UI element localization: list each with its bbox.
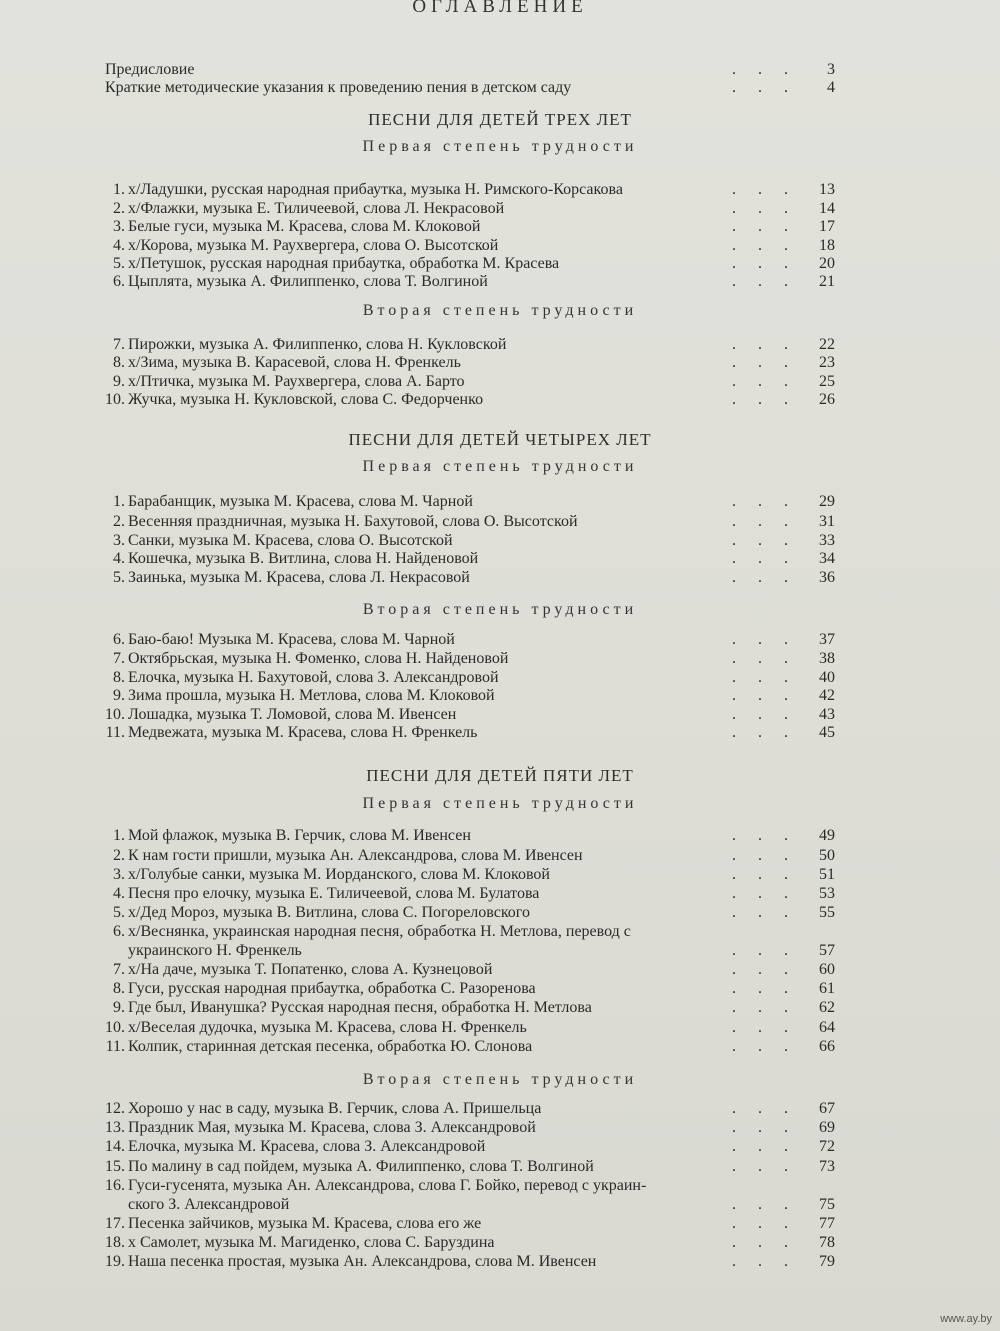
entry-title: Песня про елочку, музыка Е. Тиличеевой, слова М. Булатова: [128, 885, 540, 902]
entry-number: 4.: [113, 237, 125, 254]
entry-number: 8.: [113, 354, 125, 371]
entry-number: 2.: [113, 847, 125, 864]
leader-dots: . . .: [732, 999, 797, 1016]
page-number: 79: [819, 1253, 835, 1270]
watermark: www.ay.by: [940, 1313, 992, 1325]
difficulty-subtitle: Вторая степень трудности: [362, 302, 638, 319]
entry-title: х/Веснянка, украинская народная песня, обработка Н. Метлова, перевод с: [128, 923, 631, 940]
toc-entry: [105, 1176, 835, 1196]
toc-entry: [105, 1195, 835, 1215]
entry-title: К нам гости пришли, музыка Ан. Александрова, слова М. Ивенсен: [128, 847, 583, 864]
leader-dots: . . .: [732, 706, 797, 723]
toc-entry: [105, 217, 835, 237]
entry-title: х/Дед Мороз, музыка В. Витлина, слова С. Погореловского: [128, 904, 530, 921]
page-number: 62: [819, 999, 835, 1016]
entry-title: украинского Н. Френкель: [128, 942, 302, 959]
entry-number: 17.: [105, 1215, 125, 1232]
entry-title: Елочка, музыка Н. Бахутовой, слова З. Александровой: [128, 669, 499, 686]
leader-dots: . . .: [732, 961, 797, 978]
page-number: 22: [819, 336, 835, 353]
entry-title: х/Веселая дудочка, музыка М. Красева, слова Н. Френкель: [128, 1019, 527, 1036]
difficulty-subtitle: Вторая степень трудности: [362, 601, 638, 618]
entry-number: 5.: [113, 569, 125, 586]
page-number: 69: [819, 1119, 835, 1136]
leader-dots: . . .: [732, 391, 797, 408]
entry-title: Лошадка, музыка Т. Ломовой, слова М. Ивенсен: [128, 706, 457, 723]
leader-dots: . . .: [732, 1119, 797, 1136]
toc-entry: [105, 254, 835, 274]
entry-number: 7.: [113, 961, 125, 978]
entry-title: Жучка, музыка Н. Кукловской, слова С. Федорченко: [128, 391, 484, 408]
leader-dots: . . .: [732, 866, 797, 883]
page-number: 72: [819, 1138, 835, 1155]
entry-number: 5.: [113, 255, 125, 272]
leader-dots: . . .: [732, 669, 797, 686]
entry-title: Санки, музыка М. Красева, слова О. Высотской: [128, 532, 453, 549]
entry-number: 10.: [105, 706, 125, 723]
entry-number: 15.: [105, 1158, 125, 1175]
leader-dots: . . .: [732, 1019, 797, 1036]
page-number: 21: [819, 273, 835, 290]
page-number: 42: [819, 687, 835, 704]
entry-title: х/Корова, музыка М. Раухвергера, слова О. Высотской: [128, 237, 499, 254]
leader-dots: . . .: [732, 631, 797, 648]
toc-entry: [105, 865, 835, 885]
entry-title: Где был, Иванушка? Русская народная песня, обработка Н. Метлова: [128, 999, 592, 1016]
page-number: 33: [819, 532, 835, 549]
toc-entry: [105, 1252, 835, 1272]
entry-title: Мой флажок, музыка В. Герчик, слова М. Ивенсен: [128, 827, 471, 844]
toc-entry: [105, 1157, 835, 1177]
page-number: 45: [819, 724, 835, 741]
entry-title: Гуси-гусенята, музыка Ан. Александрова, слова Г. Бойко, перевод с украин-: [128, 1177, 647, 1194]
toc-entry: [105, 272, 835, 292]
entry-number: 7.: [113, 650, 125, 667]
entry-title: Баю-баю! Музыка М. Красева, слова М. Чарной: [128, 631, 455, 648]
entry-title: Праздник Мая, музыка М. Красева, слова З. Александровой: [128, 1119, 536, 1136]
toc-entry: [105, 979, 835, 999]
leader-dots: . . .: [732, 1100, 797, 1117]
leader-dots: . . .: [732, 569, 797, 586]
toc-entry: [105, 512, 835, 532]
entry-title: х/Зима, музыка В. Карасевой, слова Н. Френкель: [128, 354, 461, 371]
toc-entry: [105, 1118, 835, 1138]
leader-dots: . . .: [732, 354, 797, 371]
section-title: ПЕСНИ ДЛЯ ДЕТЕЙ ТРЕХ ЛЕТ: [368, 110, 632, 129]
entry-number: 9.: [113, 373, 125, 390]
entry-number: 1.: [113, 827, 125, 844]
page-number: 75: [819, 1196, 835, 1213]
leader-dots: . . .: [732, 650, 797, 667]
entry-number: 16.: [105, 1177, 125, 1194]
entry-title: Хорошо у нас в саду, музыка В. Герчик, слова А. Пришельца: [128, 1100, 542, 1117]
leader-dots: . . .: [732, 1158, 797, 1175]
page-number: 38: [819, 650, 835, 667]
entry-title: Весенняя праздничная, музыка Н. Бахутовой, слова О. Высотской: [128, 513, 578, 530]
entry-title: х/Флажки, музыка Е. Тиличеевой, слова Л. Некрасовой: [128, 200, 505, 217]
entry-title: х/Ладушки, русская народная прибаутка, музыка Н. Римского-Корсакова: [128, 181, 623, 198]
entry-number: 1.: [113, 493, 125, 510]
toc-entry: [105, 335, 835, 355]
entry-number: 6.: [113, 273, 125, 290]
page-number: 73: [819, 1158, 835, 1175]
entry-title: Краткие методические указания к проведению пения в детском саду: [105, 79, 572, 96]
entry-number: 14.: [105, 1138, 125, 1155]
page-number: 25: [819, 373, 835, 390]
page-number: 23: [819, 354, 835, 371]
leader-dots: . . .: [732, 724, 797, 741]
entry-title: Колпик, старинная детская песенка, обработка Ю. Слонова: [128, 1038, 533, 1055]
toc-entry: [105, 705, 835, 725]
entry-number: 7.: [113, 336, 125, 353]
leader-dots: . . .: [732, 1253, 797, 1270]
toc-entry: [105, 60, 835, 80]
entry-title: х/Птичка, музыка М. Раухвергера, слова А. Барто: [128, 373, 465, 390]
entry-title: Кошечка, музыка В. Витлина, слова Н. Найденовой: [128, 550, 479, 567]
entry-title: Гуси, русская народная прибаутка, обработка С. Разоренова: [128, 980, 536, 997]
leader-dots: . . .: [732, 181, 797, 198]
toc-entry: [105, 390, 835, 410]
entry-number: 6.: [113, 631, 125, 648]
entry-number: 10.: [105, 391, 125, 408]
entry-title: х/Петушок, русская народная прибаутка, обработка М. Красева: [128, 255, 560, 272]
entry-title: По малину в сад пойдем, музыка А. Филиппенко, слова Т. Волгиной: [128, 1158, 594, 1175]
leader-dots: . . .: [732, 532, 797, 549]
page-number: 26: [819, 391, 835, 408]
leader-dots: . . .: [732, 61, 797, 78]
toc-entry: [105, 353, 835, 373]
entry-title: Пирожки, музыка А. Филиппенко, слова Н. Кукловской: [128, 336, 507, 353]
toc-entry: [105, 1018, 835, 1038]
entry-number: 11.: [105, 724, 125, 741]
toc-entry: [105, 568, 835, 588]
entry-number: 2.: [113, 200, 125, 217]
leader-dots: . . .: [732, 373, 797, 390]
page-number: 17: [819, 218, 835, 235]
toc-entry: [105, 1099, 835, 1119]
toc-entry: [105, 998, 835, 1018]
toc-entry: [105, 960, 835, 980]
page-number: 49: [819, 827, 835, 844]
leader-dots: . . .: [732, 200, 797, 217]
entry-number: 3.: [113, 218, 125, 235]
toc-entry: [105, 903, 835, 923]
entry-number: 9.: [113, 999, 125, 1016]
entry-title: Барабанщик, музыка М. Красева, слова М. Чарной: [128, 493, 473, 510]
page-number: 4: [827, 79, 835, 96]
leader-dots: . . .: [732, 218, 797, 235]
page-number: 18: [819, 237, 835, 254]
page-number: 29: [819, 493, 835, 510]
difficulty-subtitle: Вторая степень трудности: [362, 1071, 638, 1088]
toc-entry: [105, 372, 835, 392]
entry-title: Предисловие: [105, 61, 195, 78]
entry-number: 3.: [113, 532, 125, 549]
leader-dots: . . .: [732, 1196, 797, 1213]
toc-entry: [105, 549, 835, 569]
entry-number: 13.: [105, 1119, 125, 1136]
entry-number: 4.: [113, 550, 125, 567]
page-number: 40: [819, 669, 835, 686]
leader-dots: . . .: [732, 980, 797, 997]
difficulty-subtitle: Первая степень трудности: [362, 795, 638, 812]
leader-dots: . . .: [732, 1234, 797, 1251]
leader-dots: . . .: [732, 493, 797, 510]
entry-number: 2.: [113, 513, 125, 530]
page-number: 57: [819, 942, 835, 959]
toc-entry: [105, 180, 835, 200]
entry-number: 19.: [105, 1253, 125, 1270]
leader-dots: . . .: [732, 885, 797, 902]
leader-dots: . . .: [732, 273, 797, 290]
entry-title: Наша песенка простая, музыка Ан. Александрова, слова М. Ивенсен: [128, 1253, 597, 1270]
page-number: 77: [819, 1215, 835, 1232]
toc-entry: [105, 922, 835, 942]
leader-dots: . . .: [732, 827, 797, 844]
toc-entry: [105, 668, 835, 688]
entry-number: 11.: [105, 1038, 125, 1055]
entry-number: 1.: [113, 181, 125, 198]
page-number: 3: [827, 61, 835, 78]
toc-entry: [105, 1233, 835, 1253]
page-number: 20: [819, 255, 835, 272]
leader-dots: . . .: [732, 255, 797, 272]
entry-title: Белые гуси, музыка М. Красева, слова М. Клоковой: [128, 218, 481, 235]
page-number: 14: [819, 200, 835, 217]
leader-dots: . . .: [732, 550, 797, 567]
entry-number: 12.: [105, 1100, 125, 1117]
toc-entry: [105, 826, 835, 846]
entry-title: х/Голубые санки, музыка М. Иорданского, слова М. Клоковой: [128, 866, 550, 883]
toc-entry: [105, 199, 835, 219]
page-number: 67: [819, 1100, 835, 1117]
page-number: 55: [819, 904, 835, 921]
leader-dots: . . .: [732, 942, 797, 959]
toc-entry: [105, 649, 835, 669]
toc-entry: [105, 78, 835, 98]
entry-number: 9.: [113, 687, 125, 704]
leader-dots: . . .: [732, 1138, 797, 1155]
entry-number: 8.: [113, 669, 125, 686]
page-number: 36: [819, 569, 835, 586]
leader-dots: . . .: [732, 904, 797, 921]
entry-title: Заинька, музыка М. Красева, слова Л. Некрасовой: [128, 569, 470, 586]
page-number: 43: [819, 706, 835, 723]
page-number: 60: [819, 961, 835, 978]
difficulty-subtitle: Первая степень трудности: [362, 458, 638, 475]
toc-entry: [105, 1037, 835, 1057]
toc-entry: [105, 236, 835, 256]
page-number: 31: [819, 513, 835, 530]
page-number: 66: [819, 1038, 835, 1055]
toc-entry: [105, 884, 835, 904]
entry-number: 6.: [113, 923, 125, 940]
section-title: ПЕСНИ ДЛЯ ДЕТЕЙ ЧЕТЫРЕХ ЛЕТ: [348, 430, 652, 449]
leader-dots: . . .: [732, 336, 797, 353]
leader-dots: . . .: [732, 687, 797, 704]
leader-dots: . . .: [732, 237, 797, 254]
page-number: 78: [819, 1234, 835, 1251]
page-number: 64: [819, 1019, 835, 1036]
section-title: ПЕСНИ ДЛЯ ДЕТЕЙ ПЯТИ ЛЕТ: [366, 766, 634, 785]
entry-title: х Самолет, музыка М. Магиденко, слова С. Баруздина: [128, 1234, 495, 1251]
entry-title: Зима прошла, музыка Н. Метлова, слова М. Клоковой: [128, 687, 495, 704]
toc-entry: [105, 686, 835, 706]
toc-entry: [105, 1137, 835, 1157]
difficulty-subtitle: Первая степень трудности: [362, 138, 638, 155]
page-number: 34: [819, 550, 835, 567]
entry-title: Медвежата, музыка М. Красева, слова Н. Френкель: [128, 724, 478, 741]
entry-number: 5.: [113, 904, 125, 921]
page-number: 53: [819, 885, 835, 902]
entry-number: 8.: [113, 980, 125, 997]
entry-title: Песенка зайчиков, музыка М. Красева, слова его же: [128, 1215, 482, 1232]
toc-entry: [105, 492, 835, 512]
entry-title: х/На даче, музыка Т. Попатенко, слова А. Кузнецовой: [128, 961, 493, 978]
entry-number: 10.: [105, 1019, 125, 1036]
leader-dots: . . .: [732, 79, 797, 96]
toc-entry: [105, 723, 835, 743]
page-number: 37: [819, 631, 835, 648]
toc-entry: [105, 846, 835, 866]
leader-dots: . . .: [732, 1038, 797, 1055]
entry-number: 3.: [113, 866, 125, 883]
page-number: 51: [819, 866, 835, 883]
page-number: 61: [819, 980, 835, 997]
entry-title: ского З. Александровой: [128, 1196, 290, 1213]
page-number: 13: [819, 181, 835, 198]
entry-title: Октябрьская, музыка Н. Фоменко, слова Н. Найденовой: [128, 650, 509, 667]
toc-entry: [105, 630, 835, 650]
leader-dots: . . .: [732, 513, 797, 530]
toc-entry: [105, 1214, 835, 1234]
entry-title: Цыплята, музыка А. Филиппенко, слова Т. Волгиной: [128, 273, 488, 290]
toc-entry: [105, 941, 835, 961]
toc-entry: [105, 531, 835, 551]
leader-dots: . . .: [732, 847, 797, 864]
entry-number: 18.: [105, 1234, 125, 1251]
leader-dots: . . .: [732, 1215, 797, 1232]
page-number: 50: [819, 847, 835, 864]
entry-number: 4.: [113, 885, 125, 902]
entry-title: Елочка, музыка М. Красева, слова З. Александровой: [128, 1138, 486, 1155]
page-title: ОГЛАВЛЕНИЕ: [412, 0, 588, 17]
